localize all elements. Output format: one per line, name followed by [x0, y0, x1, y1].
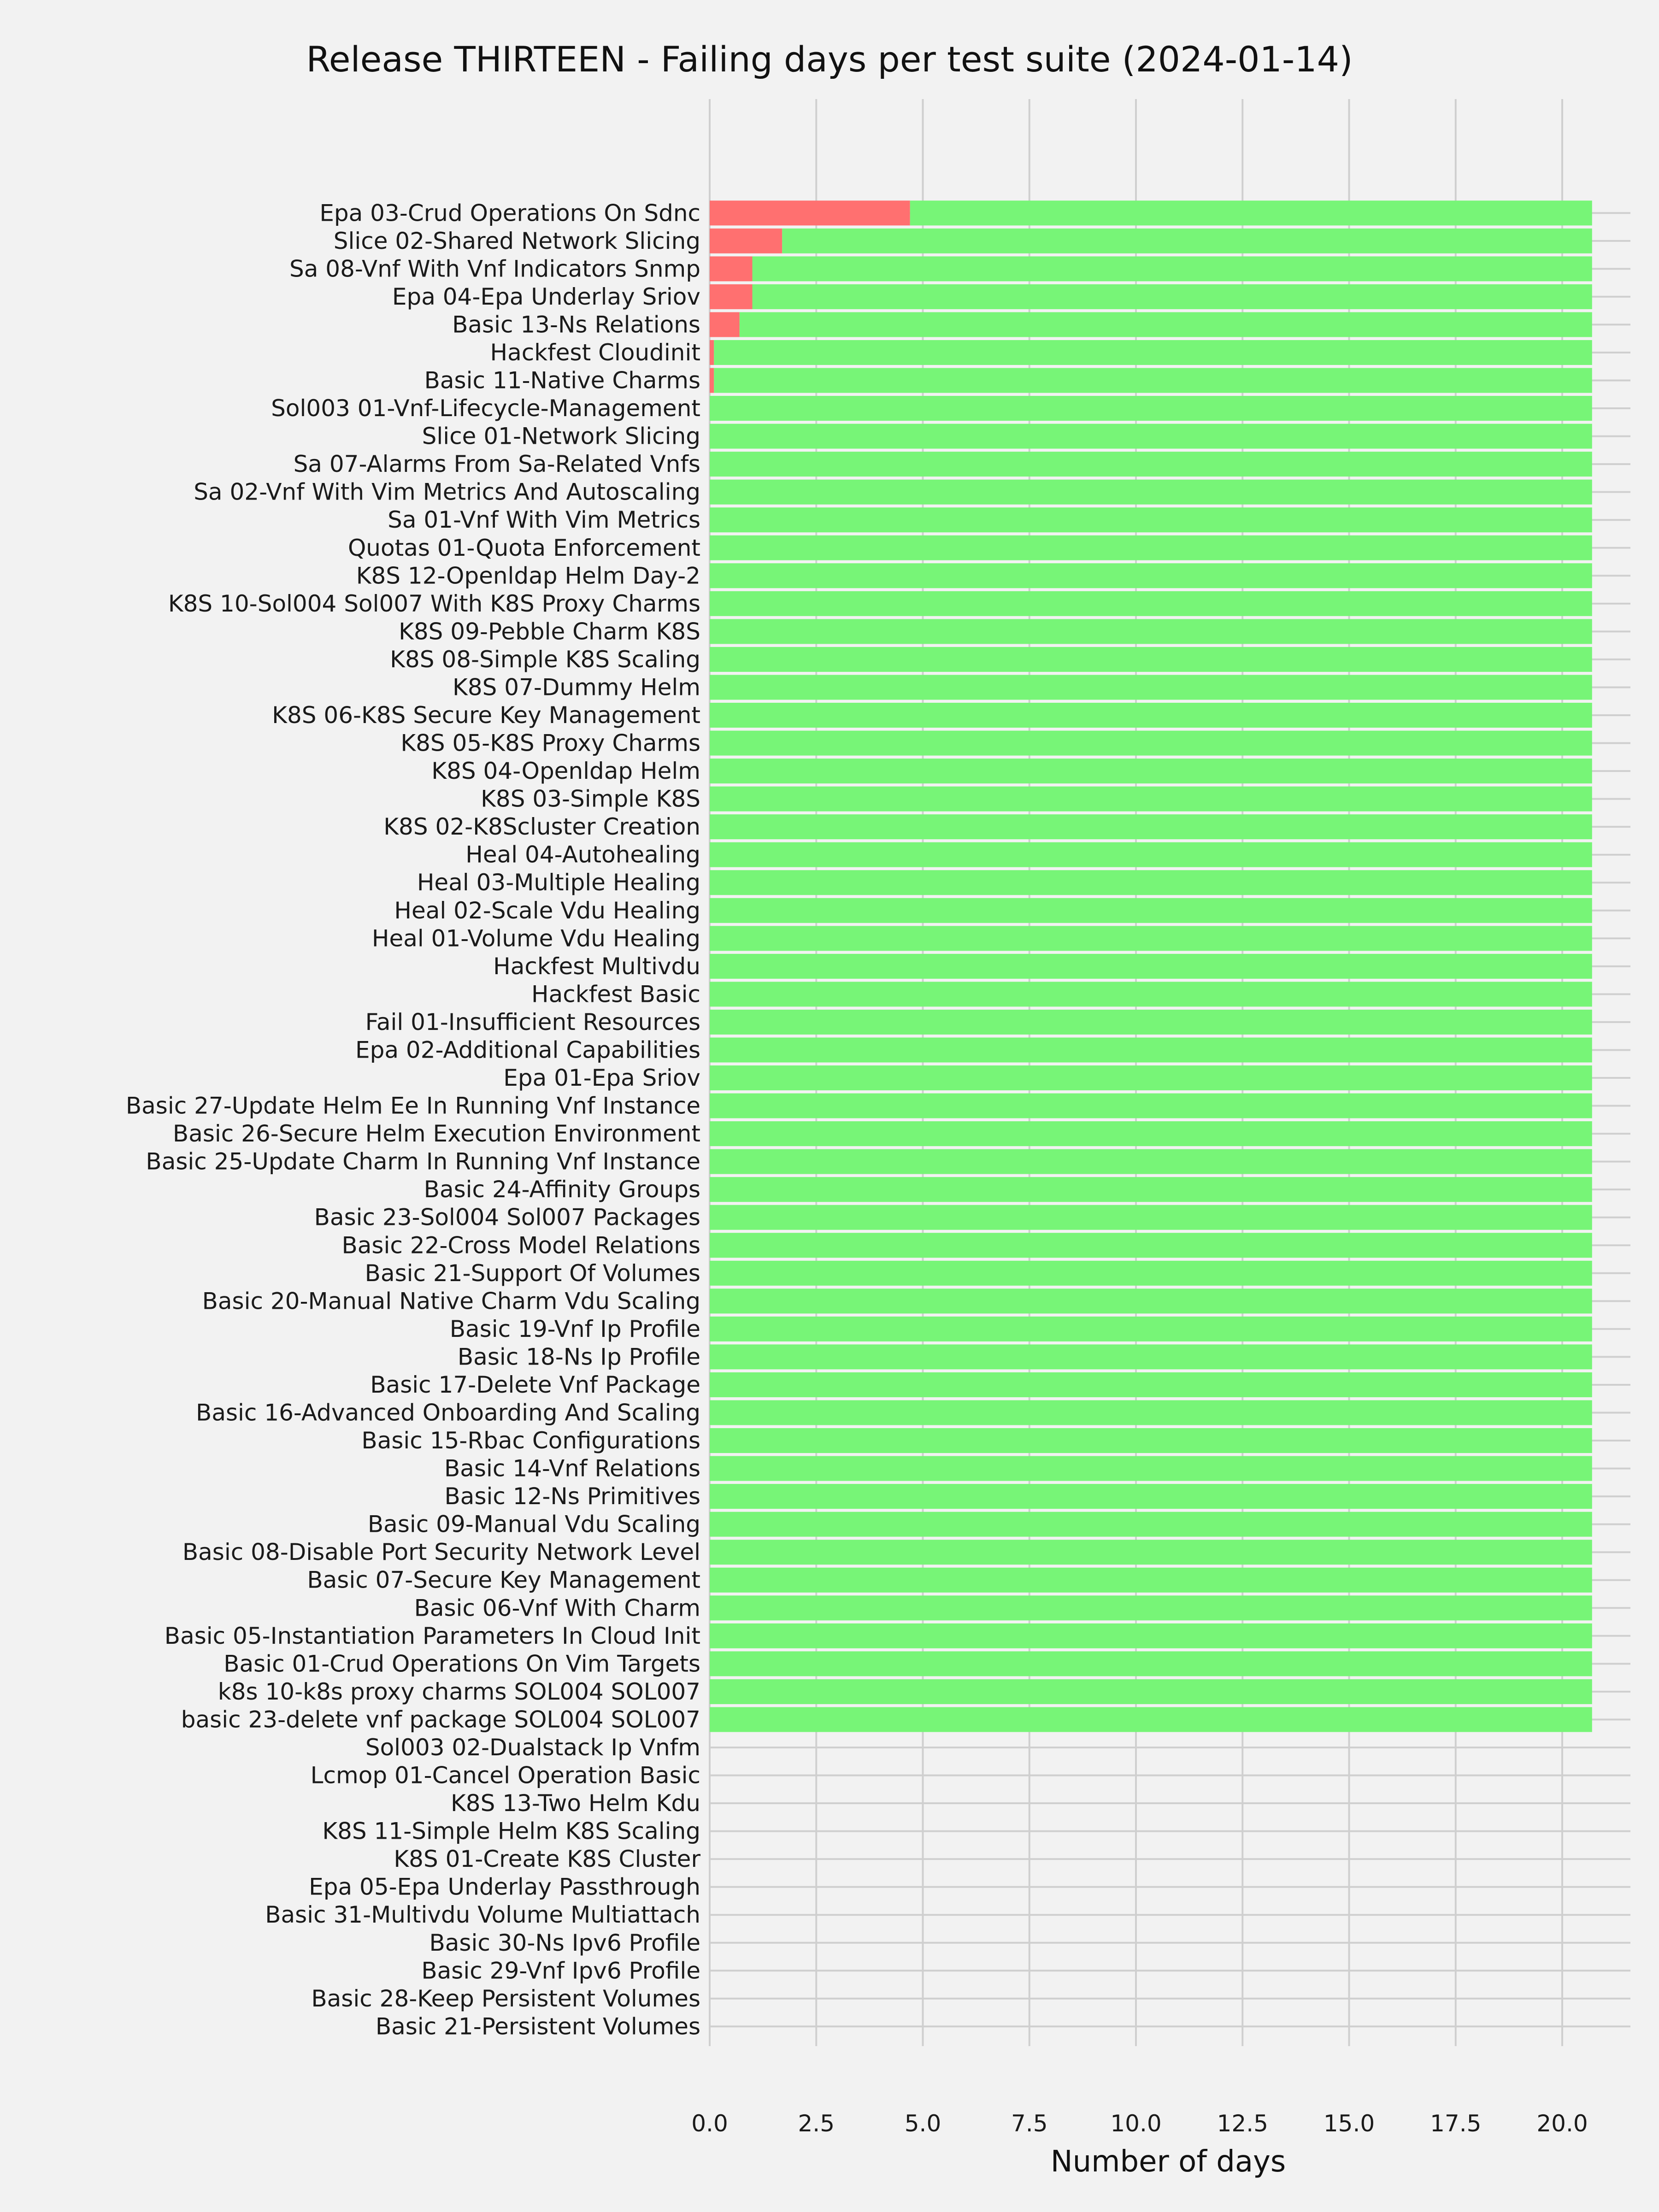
bar-passing	[710, 954, 1592, 979]
y-tick-label: Heal 03-Multiple Healing	[417, 869, 700, 896]
bar-passing	[710, 1010, 1592, 1035]
x-tick-label: 7.5	[1011, 2110, 1048, 2137]
bar-passing	[710, 396, 1592, 421]
y-tick-label: Epa 02-Additional Capabilities	[355, 1036, 700, 1064]
bar-passing	[710, 1205, 1592, 1230]
bar-passing	[710, 675, 1592, 700]
y-tick-label: Basic 21-Support Of Volumes	[365, 1259, 700, 1287]
y-tick-label: K8S 07-Dummy Helm	[453, 674, 700, 701]
bar-passing	[710, 1651, 1592, 1676]
y-tick-label: Basic 11-Native Charms	[424, 367, 700, 394]
y-tick-label: Sol003 01-Vnf-Lifecycle-Management	[271, 395, 700, 422]
y-tick-label: basic 23-delete vnf package SOL004 SOL007	[181, 1706, 700, 1733]
y-tick-label: Basic 22-Cross Model Relations	[341, 1232, 700, 1259]
bar-passing	[710, 1400, 1592, 1425]
y-tick-label: K8S 11-Simple Helm K8S Scaling	[322, 1818, 700, 1845]
bar-passing	[710, 982, 1592, 1006]
bar-passing	[710, 1317, 1592, 1341]
y-tick-label: Basic 08-Disable Port Security Network Level	[182, 1539, 700, 1566]
y-tick-label: Epa 04-Epa Underlay Sriov	[392, 283, 700, 310]
bars	[710, 200, 1592, 1732]
x-tick-label: 12.5	[1217, 2110, 1268, 2137]
bar-failing	[710, 284, 753, 309]
y-tick-label: Hackfest Cloudinit	[490, 339, 700, 366]
y-tick-label: Basic 01-Crud Operations On Vim Targets	[224, 1650, 700, 1677]
y-tick-label: K8S 10-Sol004 Sol007 With K8S Proxy Charms	[168, 590, 700, 617]
y-tick-label: Basic 06-Vnf With Charm	[414, 1594, 700, 1622]
x-tick-label: 17.5	[1430, 2110, 1482, 2137]
bar-passing	[714, 368, 1592, 393]
bar-passing	[710, 1037, 1592, 1062]
y-tick-label: Basic 07-Secure Key Management	[307, 1566, 700, 1594]
x-tick-label: 20.0	[1536, 2110, 1588, 2137]
y-tick-label: Basic 25-Update Charm In Running Vnf Instance	[146, 1148, 700, 1175]
y-tick-label: Epa 01-Epa Sriov	[503, 1065, 700, 1092]
bar-passing	[710, 1121, 1592, 1146]
y-tick-label: Basic 30-Ns Ipv6 Profile	[429, 1929, 700, 1956]
bar-passing	[710, 1707, 1592, 1732]
y-tick-label: Heal 04-Autohealing	[465, 841, 700, 868]
y-tick-label: Basic 19-Vnf Ip Profile	[449, 1315, 700, 1342]
bar-passing	[710, 1372, 1592, 1397]
y-tick-label: Slice 02-Shared Network Slicing	[333, 227, 700, 254]
bar-passing	[753, 284, 1592, 309]
y-tick-label: K8S 05-K8S Proxy Charms	[400, 729, 700, 757]
y-tick-label: Hackfest Multivdu	[493, 953, 700, 980]
y-tick-label: Heal 01-Volume Vdu Healing	[371, 925, 700, 952]
y-tick-label: Basic 05-Instantiation Parameters In Cloud Init	[164, 1622, 700, 1649]
y-tick-label: Basic 12-Ns Primitives	[444, 1483, 700, 1510]
y-tick-label: Basic 09-Manual Vdu Scaling	[367, 1511, 700, 1538]
y-tick-label: Hackfest Basic	[531, 981, 700, 1008]
bar-passing	[710, 1512, 1592, 1537]
y-tick-label: k8s 10-k8s proxy charms SOL004 SOL007	[218, 1678, 700, 1705]
y-tick-label: K8S 12-Openldap Helm Day-2	[356, 562, 700, 589]
bar-passing	[710, 787, 1592, 812]
y-tick-label: K8S 13-Two Helm Kdu	[450, 1790, 700, 1817]
x-axis-ticks	[691, 2110, 1588, 2137]
bar-passing	[910, 200, 1592, 225]
chart-title: Release THIRTEEN - Failing days per test suite (2024-01-14)	[306, 39, 1353, 80]
y-tick-label: Basic 21-Persistent Volumes	[375, 2013, 700, 2040]
y-tick-label: Basic 24-Affinity Groups	[424, 1176, 700, 1203]
x-tick-label: 15.0	[1323, 2110, 1375, 2137]
bar-passing	[710, 814, 1592, 839]
y-tick-label: Sa 02-Vnf With Vim Metrics And Autoscaling	[194, 478, 700, 506]
y-tick-label: K8S 03-Simple K8S	[481, 785, 700, 812]
x-axis-label: Number of days	[1050, 2145, 1286, 2179]
y-tick-label: K8S 08-Simple K8S Scaling	[390, 646, 700, 673]
bar-passing	[753, 256, 1592, 281]
bar-passing	[710, 1065, 1592, 1090]
bar-passing	[710, 507, 1592, 532]
bar-failing	[710, 312, 740, 337]
bar-passing	[710, 926, 1592, 951]
y-tick-label: Epa 03-Crud Operations On Sdnc	[319, 200, 700, 227]
bar-passing	[710, 480, 1592, 505]
y-tick-label: Basic 26-Secure Helm Execution Environment	[172, 1120, 700, 1147]
bar-passing	[714, 340, 1592, 365]
bar-passing	[710, 1149, 1592, 1174]
bar-failing	[710, 340, 714, 365]
bar-passing	[710, 1428, 1592, 1453]
bar-failing	[710, 256, 753, 281]
bar-passing	[710, 842, 1592, 867]
bar-passing	[710, 1484, 1592, 1509]
bar-passing	[710, 898, 1592, 923]
bar-passing	[710, 1261, 1592, 1286]
bar-passing	[710, 1233, 1592, 1258]
bar-passing	[782, 229, 1592, 253]
y-tick-label: Heal 02-Scale Vdu Healing	[394, 897, 700, 924]
x-tick-label: 0.0	[691, 2110, 728, 2137]
bar-passing	[710, 1456, 1592, 1481]
y-tick-label: Basic 20-Manual Native Charm Vdu Scaling	[202, 1288, 700, 1315]
bar-passing	[710, 1624, 1592, 1648]
y-tick-label: Sa 07-Alarms From Sa-Related Vnfs	[293, 451, 700, 478]
bar-passing	[710, 424, 1592, 449]
y-tick-label: K8S 09-Pebble Charm K8S	[399, 618, 700, 645]
y-tick-label: Basic 14-Vnf Relations	[444, 1455, 700, 1482]
bar-passing	[710, 619, 1592, 644]
x-tick-label: 5.0	[904, 2110, 941, 2137]
bar-passing	[710, 647, 1592, 672]
bar-passing	[710, 1177, 1592, 1202]
y-tick-label: Sa 08-Vnf With Vnf Indicators Snmp	[289, 255, 700, 282]
bar-passing	[710, 870, 1592, 895]
y-tick-label: Slice 01-Network Slicing	[422, 423, 700, 450]
x-tick-label: 10.0	[1110, 2110, 1162, 2137]
bar-passing	[710, 759, 1592, 783]
bar-failing	[710, 229, 782, 253]
bar-passing	[710, 563, 1592, 588]
y-tick-label: Fail 01-Insufficient Resources	[365, 1008, 700, 1035]
y-tick-label: Basic 31-Multivdu Volume Multiattach	[265, 1901, 700, 1929]
bar-passing	[740, 312, 1592, 337]
x-tick-label: 2.5	[798, 2110, 835, 2137]
bar-failing	[710, 368, 714, 393]
y-tick-label: K8S 06-K8S Secure Key Management	[272, 701, 700, 729]
y-tick-label: Sol003 02-Dualstack Ip Vnfm	[365, 1734, 700, 1761]
y-tick-label: Basic 13-Ns Relations	[452, 311, 700, 338]
bar-passing	[710, 1288, 1592, 1313]
y-tick-label: Sa 01-Vnf With Vim Metrics	[388, 506, 700, 534]
y-tick-label: Basic 29-Vnf Ipv6 Profile	[421, 1957, 700, 1984]
y-tick-label: K8S 01-Create K8S Cluster	[394, 1846, 700, 1873]
y-tick-label: Basic 17-Delete Vnf Package	[370, 1371, 700, 1398]
bar-passing	[710, 535, 1592, 560]
bar-passing	[710, 591, 1592, 616]
bar-passing	[710, 1679, 1592, 1704]
y-tick-label: Quotas 01-Quota Enforcement	[347, 534, 700, 561]
bar-failing	[710, 200, 910, 225]
bar-passing	[710, 1094, 1592, 1118]
y-tick-label: Basic 18-Ns Ip Profile	[457, 1343, 700, 1371]
y-tick-label: Basic 28-Keep Persistent Volumes	[311, 1985, 700, 2012]
bar-passing	[710, 1568, 1592, 1593]
y-tick-label: Basic 27-Update Helm Ee In Running Vnf Instance	[125, 1092, 700, 1119]
y-tick-label: Lcmop 01-Cancel Operation Basic	[310, 1762, 700, 1789]
y-tick-label: Epa 05-Epa Underlay Passthrough	[309, 1873, 700, 1900]
y-tick-label: K8S 04-Openldap Helm	[431, 758, 700, 785]
bar-passing	[710, 1540, 1592, 1565]
bar-passing	[710, 452, 1592, 477]
y-tick-label: K8S 02-K8Scluster Creation	[383, 813, 700, 841]
y-tick-label: Basic 23-Sol004 Sol007 Packages	[314, 1204, 700, 1231]
bar-passing	[710, 731, 1592, 756]
y-tick-label: Basic 15-Rbac Configurations	[361, 1427, 700, 1454]
bar-passing	[710, 1595, 1592, 1620]
bar-passing	[710, 703, 1592, 728]
bar-passing	[710, 1344, 1592, 1369]
y-tick-label: Basic 16-Advanced Onboarding And Scaling	[196, 1399, 700, 1426]
